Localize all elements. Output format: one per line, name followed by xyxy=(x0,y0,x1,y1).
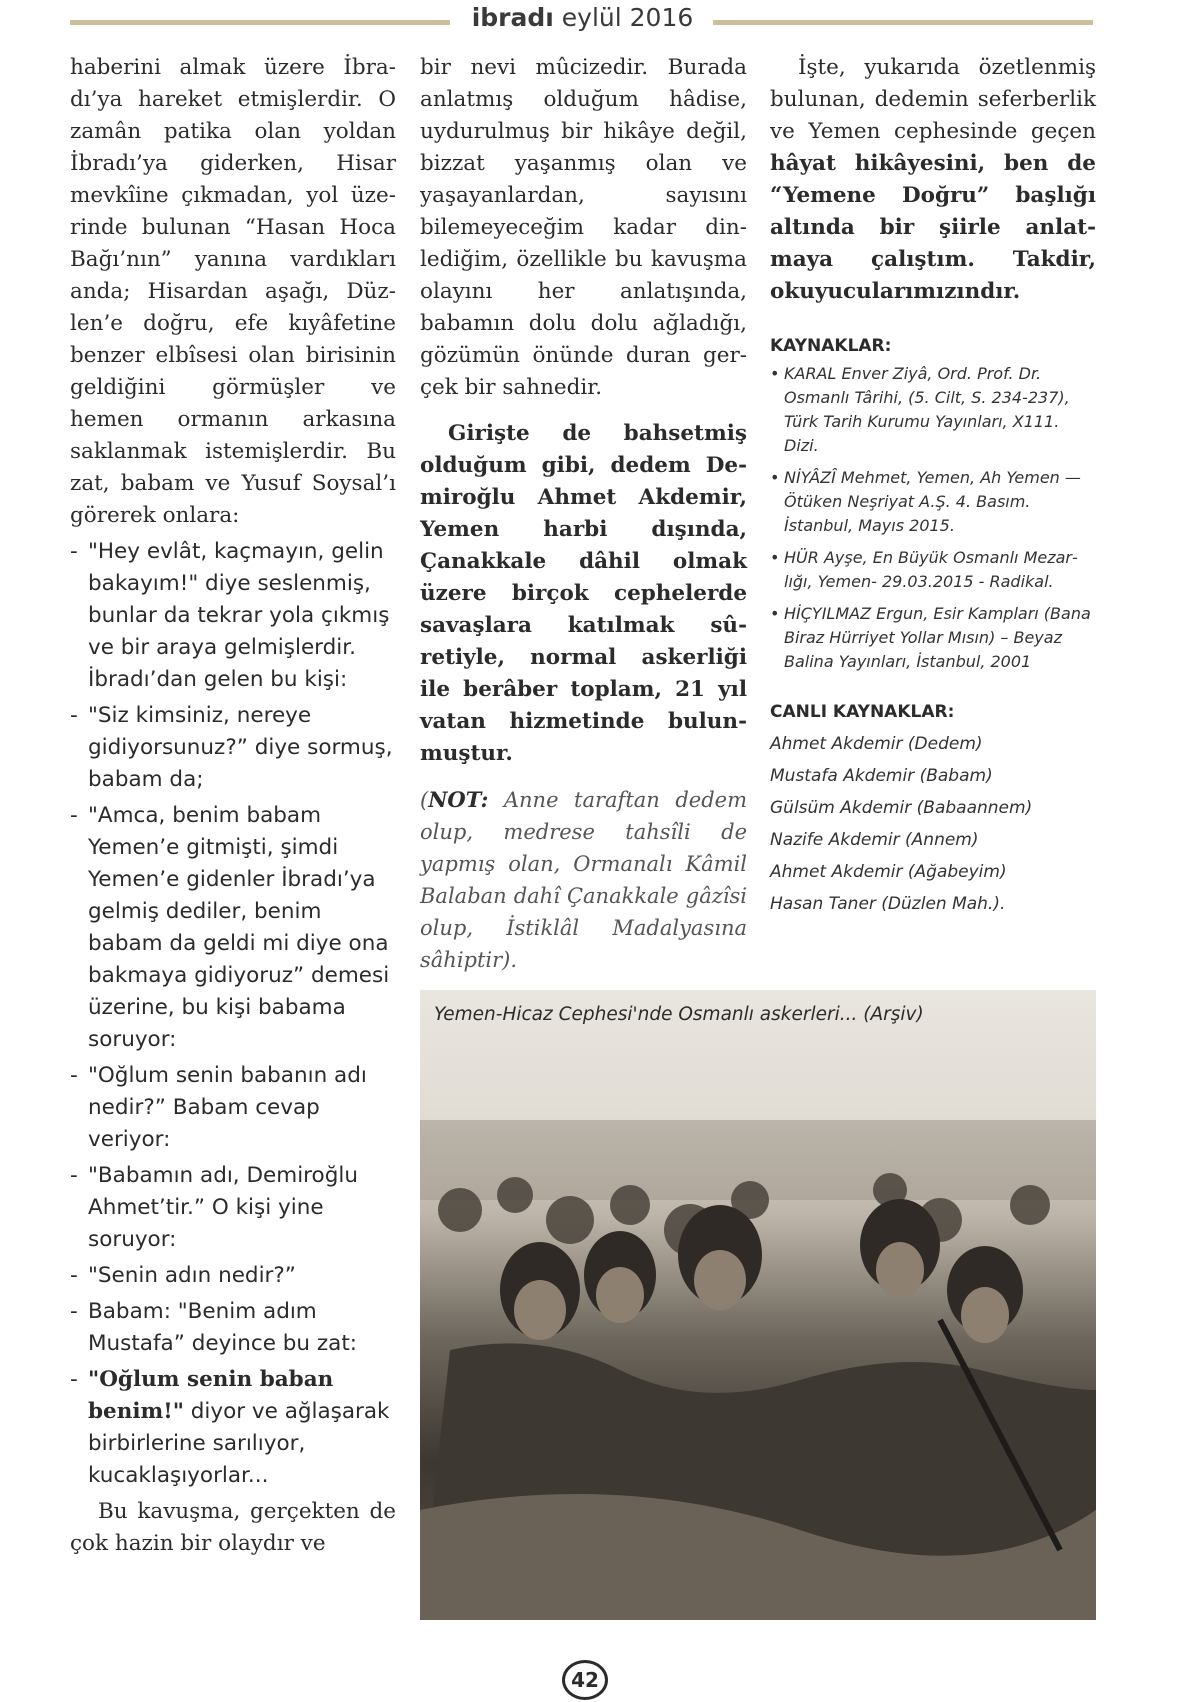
issue-date: eylül 2016 xyxy=(561,3,694,32)
dialogue-line xyxy=(70,1364,396,1492)
paragraph: haberini almak üzere İbradı’ya hareket etmişlerdir. O zamân patika olan yoldan İbradı’ya giderken, Hisar mevkîine çıkmadan, yol üzerinde bulunan “Hasan Hoca Bağı’nın” yanına vardıkları anda; Hisardan aşağı, Düzlen’e doğru, efe kıyâfetine benzer elbîsesi olan birisinin geldiğini görmüşler ve hemen ormanın arkasına saklanmak istemişlerdir. Bu zat, babam ve Yusuf Soysal’ı görerek onlara: xyxy=(70,55,396,528)
source-item: • KARAL Enver Ziyâ, Ord. Prof. Dr. Osmanlı Târihi, (5. Cilt, S. 234-237), Türk Tarih Kurumu Yayınları, X111. Dizi. xyxy=(770,362,1096,458)
dialogue-line: - "Senin adın nedir?” xyxy=(70,1260,396,1292)
note-paren: ( xyxy=(420,788,429,812)
dialogue-emphasis: "Oğlum senin baban benim!" xyxy=(88,1367,334,1424)
archive-photo xyxy=(420,990,1096,1620)
bold-text: hâyat hikâyesini, ben de “Yemene Doğru” başlığı altında bir şiirle anlatmaya çalıştım. Takdir, okuyucularımızındır. xyxy=(770,151,1096,304)
note-label: NOT: xyxy=(428,787,489,812)
paragraph: bir nevi mûcizedir. Burada anlatmış olduğum hâdise, uydurulmuş bir hikâye değil, bizzat yaşanmış olan ve yaşayanlardan, sayısını bilemeyeceğim kadar dinlediğim, özellikle bu kavuşma olayını her anlatışında, babamın dolu dolu ağladığı, gözümün önünde duran gerçek bir sahnedir. xyxy=(420,55,747,400)
live-source-item: Gülsüm Akdemir (Babaannem) xyxy=(770,798,1033,818)
bold-paragraph: Girişte de bahsetmiş olduğum gibi, dedem Demiroğlu Ahmet Akdemir, Yemen harbi dışında, Çanakkale dâhil olmak üzere birçok cephelerde savaşlara katılmak sûretiyle, normal askerliği ile berâber toplam, 21 yıl vatan hizmetinde bulunmuştur. xyxy=(420,421,747,766)
magazine-header xyxy=(455,3,710,32)
paragraph-text: İşte, yukarıda özetlenmiş bulunan, dedemin seferberlik ve Yemen cephesinde geçen xyxy=(770,55,1096,144)
live-source-item: Hasan Taner (Düzlen Mah.). xyxy=(770,894,1006,914)
sources-list xyxy=(770,362,1096,674)
header-rule-right xyxy=(713,20,1093,25)
live-source-item: Nazife Akdemir (Annem) xyxy=(770,830,979,850)
paragraph: Bu kavuşma, gerçekten de çok hazin bir olaydır ve xyxy=(70,1499,396,1556)
dialogue-line: - "Oğlum senin babanın adı nedir?” Babam cevap veriyor: xyxy=(70,1060,396,1156)
magazine-brand: ibradı xyxy=(471,3,554,32)
dialogue-line: - Babam: "Benim adım Mustafa” deyince bu zat: xyxy=(70,1296,396,1360)
note-text: Anne taraftan dedem olup, medrese tahsîli de yapmış olan, Ormanalı Kâmil Balaban dahî Çanakkale gâzîsi olup, İstiklâl Madalyasına sâhiptir). xyxy=(420,788,747,972)
live-source-item: Ahmet Akdemir (Ağabeyim) xyxy=(770,862,1007,882)
sources-heading: KAYNAKLAR: xyxy=(770,336,892,356)
dialogue-line: - "Siz kimsiniz, nereye gidiyorsunuz?” diye sormuş, babam da; xyxy=(70,700,396,796)
page-number: 42 xyxy=(562,1660,608,1700)
live-sources-list xyxy=(770,728,1096,920)
photo-caption: Yemen-Hicaz Cephesi'nde Osmanlı askerleri... (Arşiv) xyxy=(434,1004,924,1025)
dialogue-line: - "Babamın adı, Demiroğlu Ahmet’tir.” O kişi yine soruyor: xyxy=(70,1160,396,1256)
live-sources-heading: CANLI KAYNAKLAR: xyxy=(770,702,955,722)
dialogue-rest: diyor ve ağlaşarak birbirlerine sarılıyor, kucaklaşıyorlar... xyxy=(88,1399,390,1488)
header-rule-left xyxy=(70,20,450,25)
column-3 xyxy=(770,52,1096,920)
paragraph xyxy=(770,52,1096,308)
source-item: • HİÇYILMAZ Ergun, Esir Kampları (Bana Biraz Hürriyet Yollar Mısın) – Beyaz Balina Yayınları, İstanbul, 2001 xyxy=(770,602,1096,674)
column-2 xyxy=(420,52,747,997)
dialogue-line: - "Hey evlât, kaçmayın, gelin bakayım!" diye seslenmiş, bunlar da tekrar yola çıkmış ve bir araya gelmişlerdir. İbradı’dan gelen bu kişi: xyxy=(70,536,396,696)
source-item: • NİYÂZÎ Mehmet, Yemen, Ah Yemen — Ötüken Neşriyat A.Ş. 4. Basım. İstanbul, Mayıs 2015. xyxy=(770,466,1096,538)
source-item: • HÜR Ayşe, En Büyük Osmanlı Mezarlığı, Yemen- 29.03.2015 - Radikal. xyxy=(770,546,1096,594)
note-paragraph xyxy=(420,784,747,976)
column-1 xyxy=(70,52,396,1560)
soldiers-photo-illustration xyxy=(420,990,1096,1620)
live-source-item: Mustafa Akdemir (Babam) xyxy=(770,766,993,786)
live-source-item: Ahmet Akdemir (Dedem) xyxy=(770,734,983,754)
dialogue-list xyxy=(70,536,396,1492)
dialogue-line: - "Amca, benim babam Yemen’e gitmişti, şimdi Yemen’e gidenler İbradı’ya gelmiş dediler, benim babam da geldi mi diye ona bakmaya gidiyoruz” demesi üzerine, bu kişi babama soruyor: xyxy=(70,800,396,1056)
